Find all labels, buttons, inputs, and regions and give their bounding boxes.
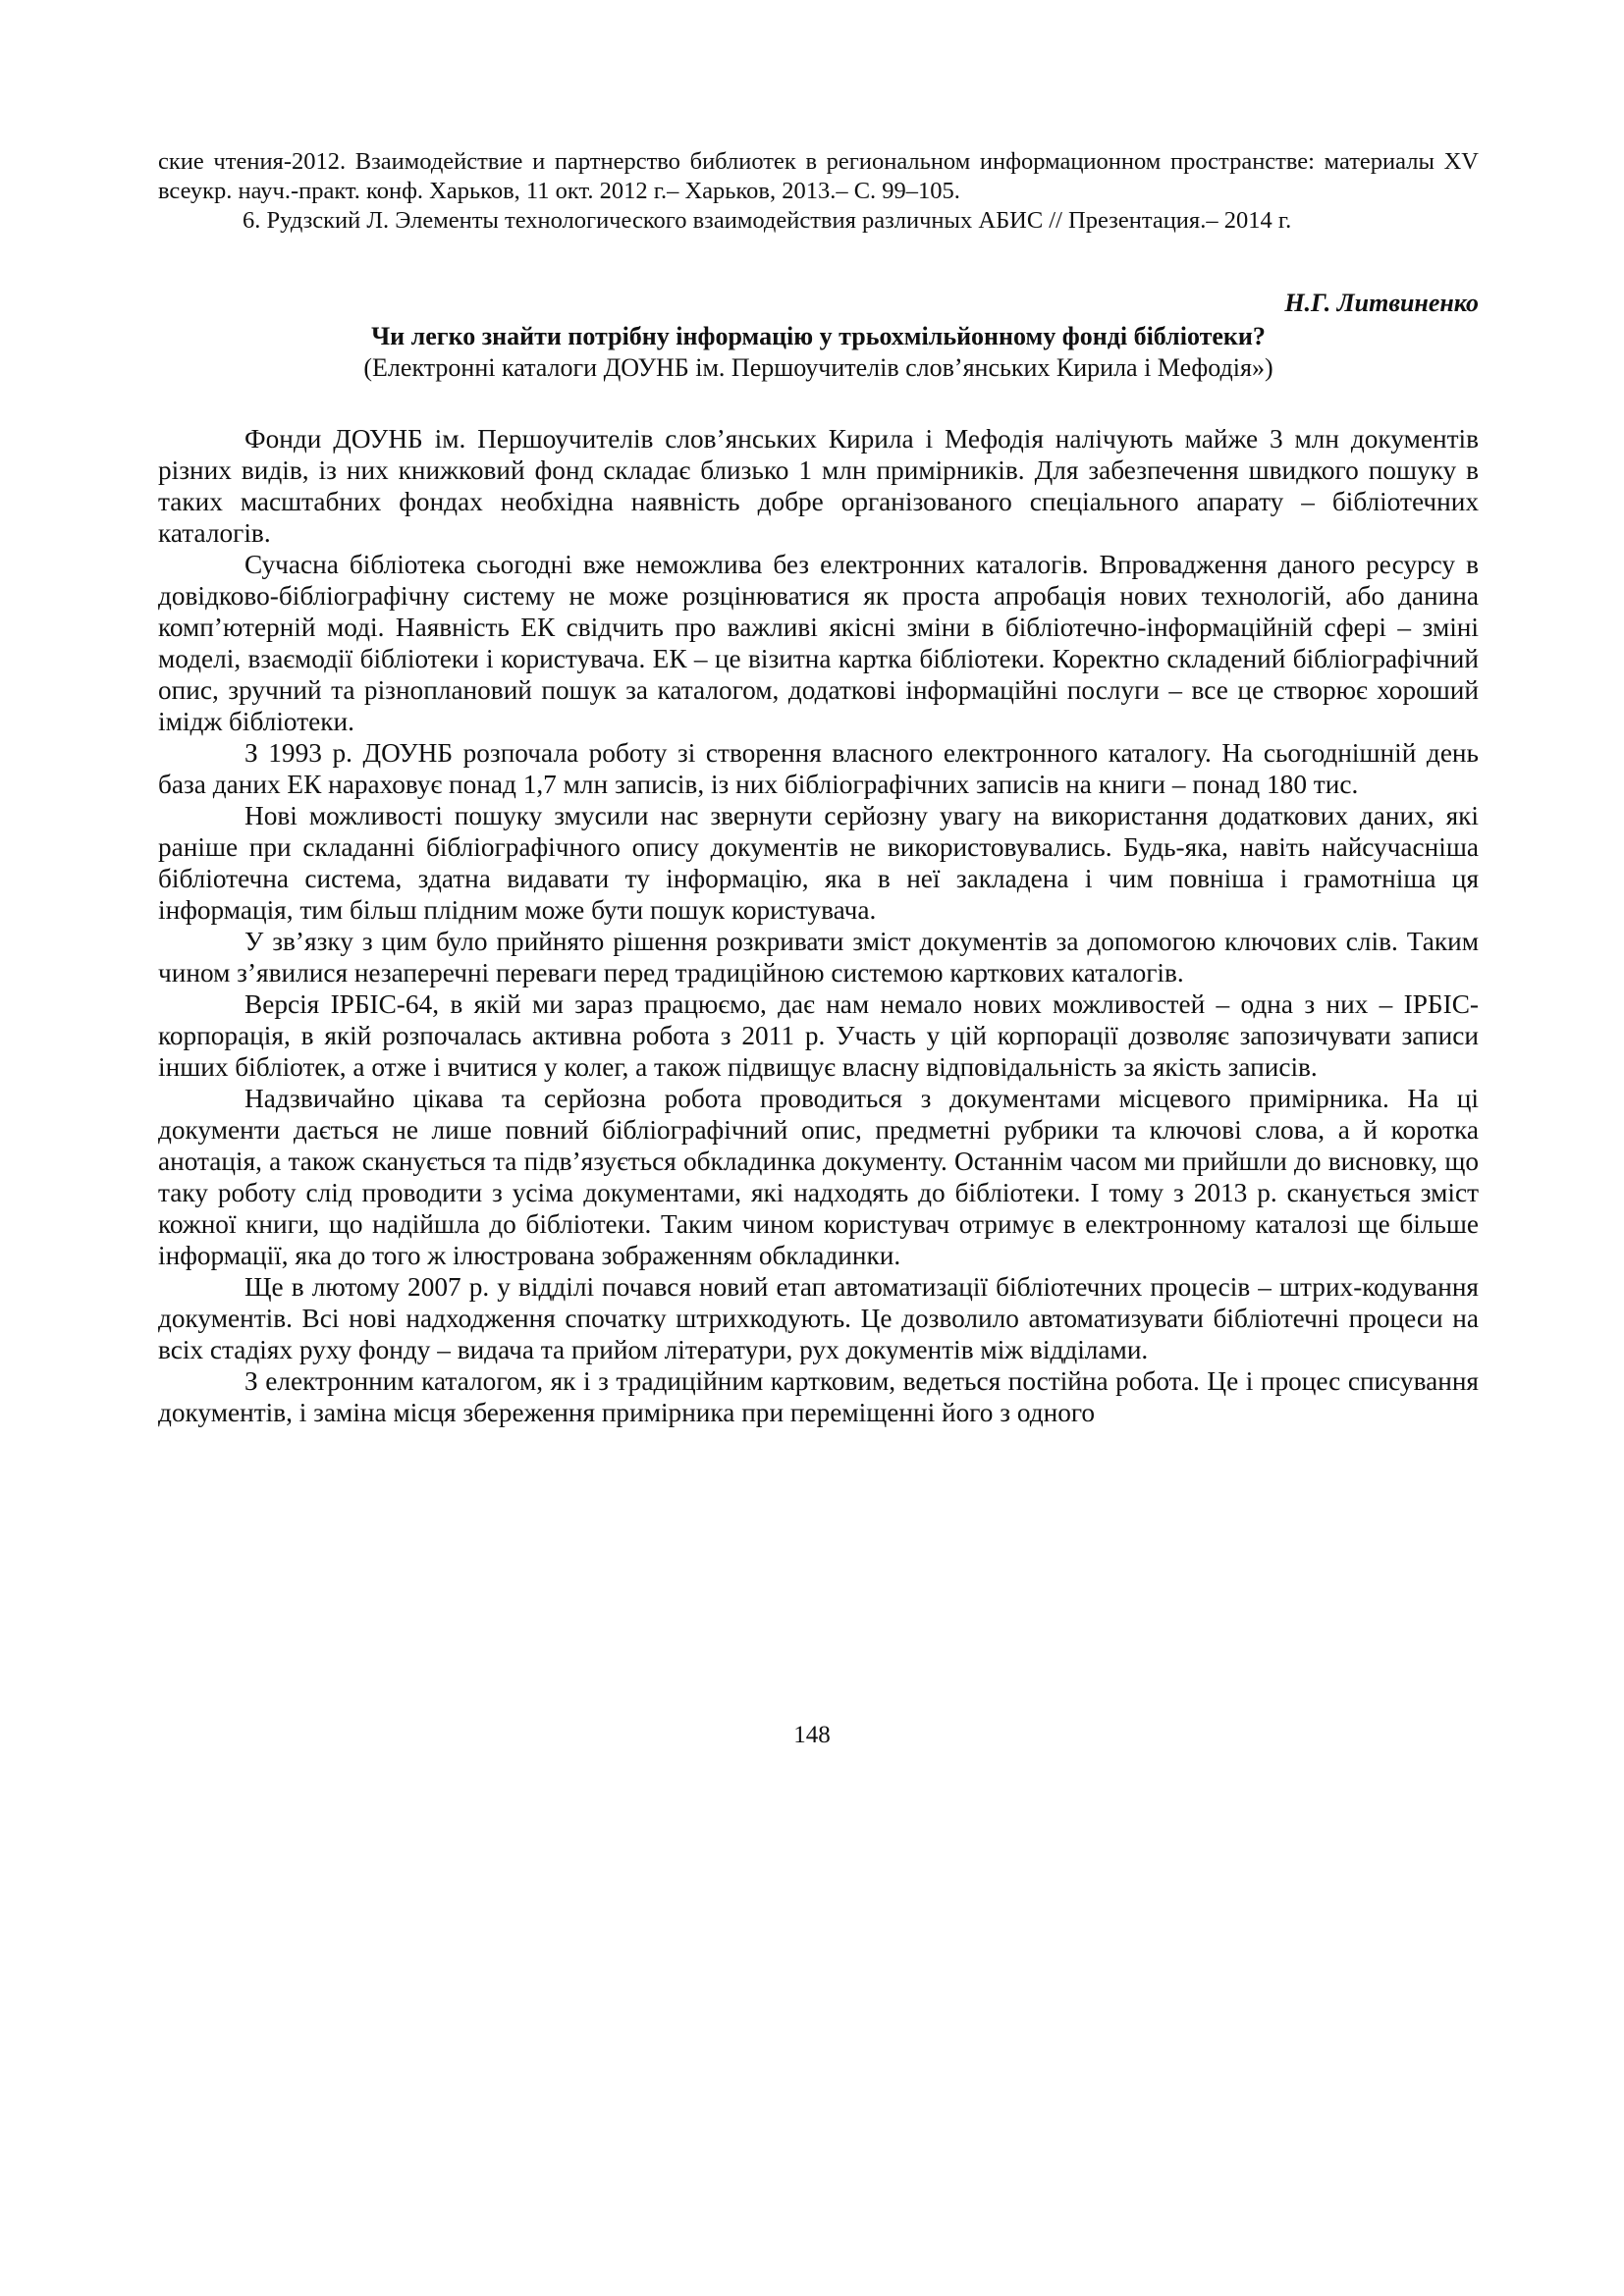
body-paragraph: Сучасна бібліотека сьогодні вже неможлива без електронних каталогів. Впровадження даного ресурсу в довідково-бібліографічну систему не може розцінюватися як проста апробація нових технологій, або данина комп’ютерній моді. Наявність ЕК свідчить про важливі якісні зміни в бібліотечно-інформаційній сфері – зміні моделі, взаємодії бібліотеки і користувача. ЕК – це візитна картка бібліотеки. Коректно складений бібліографічний опис, зручний та різноплановий пошук за каталогом, додаткові інформаційні послуги – все це створює хороший імідж бібліотеки. xyxy=(158,550,1479,736)
page-content xyxy=(158,147,1479,1428)
body-paragraph: Ще в лютому 2007 р. у відділі почався новий етап автоматизації бібліотечних процесів – штрих-кодування документів. Всі нові надходження спочатку штрихкодують. Це дозволило автоматизувати бібліотечні процеси на всіх стадіях руху фонду – видача та прийом літератури, рух документів між відділами. xyxy=(158,1272,1479,1364)
body-paragraph: Надзвичайно цікава та серйозна робота проводиться з документами місцевого примірника. На ці документи дається не лише повний бібліографічний опис, предметні рубрики та ключові слова, а й коротка анотація, а також сканується та підв’язується обкладинка документу. Останнім часом ми прийшли до висновку, що таку роботу слід проводити з усіма документами, які надходять до бібліотеки. І тому з 2013 р. сканується зміст кожної книги, що надійшла до бібліотеки. Таким чином користувач отримує в електронному каталозі ще більше інформації, яка до того ж ілюстрована зображенням обкладинки. xyxy=(158,1084,1479,1270)
article-title: Чи легко знайти потрібну інформацію у трьохмільйонному фонді бібліотеки? xyxy=(371,322,1266,350)
article-author: Н.Г. Литвиненко xyxy=(1284,289,1479,317)
reference-item: 6. Рудзский Л. Элементы технологического взаимодействия различных АБИС // Презентация.– 2014 г. xyxy=(243,207,1292,234)
body-paragraph: З електронним каталогом, як і з традиційним картковим, ведеться постійна робота. Це і процес списування документів, і заміна місця збереження примірника при переміщенні його з одного xyxy=(158,1366,1479,1427)
body-paragraph: Версія ІРБІС-64, в якій ми зараз працюємо, дає нам немало нових можливостей – одна з них – ІРБІС-корпорація, в якій розпочалась активна робота з 2011 р. Участь у цій корпорації дозволяє запозичувати записи інших бібліотек, а отже і вчитися у колег, а також підвищує власну відповідальність за якість записів. xyxy=(158,989,1479,1082)
body-paragraph: З 1993 р. ДОУНБ розпочала роботу зі створення власного електронного каталогу. На сьогоднішній день база даних ЕК нараховує понад 1,7 млн записів, із них бібліографічних записів на книги – понад 180 тис. xyxy=(158,738,1479,799)
body-paragraph: У зв’язку з цим було прийнято рішення розкривати зміст документів за допомогою ключових слів. Таким чином з’явилися незаперечні переваги перед традиційною системою карткових каталогів. xyxy=(158,927,1479,988)
reference-continuation: ские чтения-2012. Взаимодействие и партнерство библиотек в региональном информационном пространстве: материалы XV всеукр. науч.-практ. конф. Харьков, 11 окт. 2012 г.– Харьков, 2013.– С. 99–105. xyxy=(158,148,1479,204)
body-paragraph: Нові можливості пошуку змусили нас звернути серйозну увагу на використання додаткових даних, які раніше при складанні бібліографічного опису документів не використовувались. Будь-яка, навіть найсучасніша бібліотечна система, здатна видавати ту інформацію, яка в неї закладена і чим повніша і грамотніша ця інформація, тим більш плідним може бути пошук користувача. xyxy=(158,801,1479,925)
article-subtitle: (Електронні каталоги ДОУНБ ім. Першоучителів слов’янських Кирила і Мефодія») xyxy=(363,353,1273,382)
body-paragraph: Фонди ДОУНБ ім. Першоучителів слов’янських Кирила і Мефодія налічують майже 3 млн документів різних видів, із них книжковий фонд складає близько 1 млн примірників. Для забезпечення швидкого пошуку в таких масштабних фондах необхідна наявність добре організованого спеціального апарату – бібліотечних каталогів. xyxy=(158,424,1479,548)
page-number: 148 xyxy=(793,1722,831,1748)
